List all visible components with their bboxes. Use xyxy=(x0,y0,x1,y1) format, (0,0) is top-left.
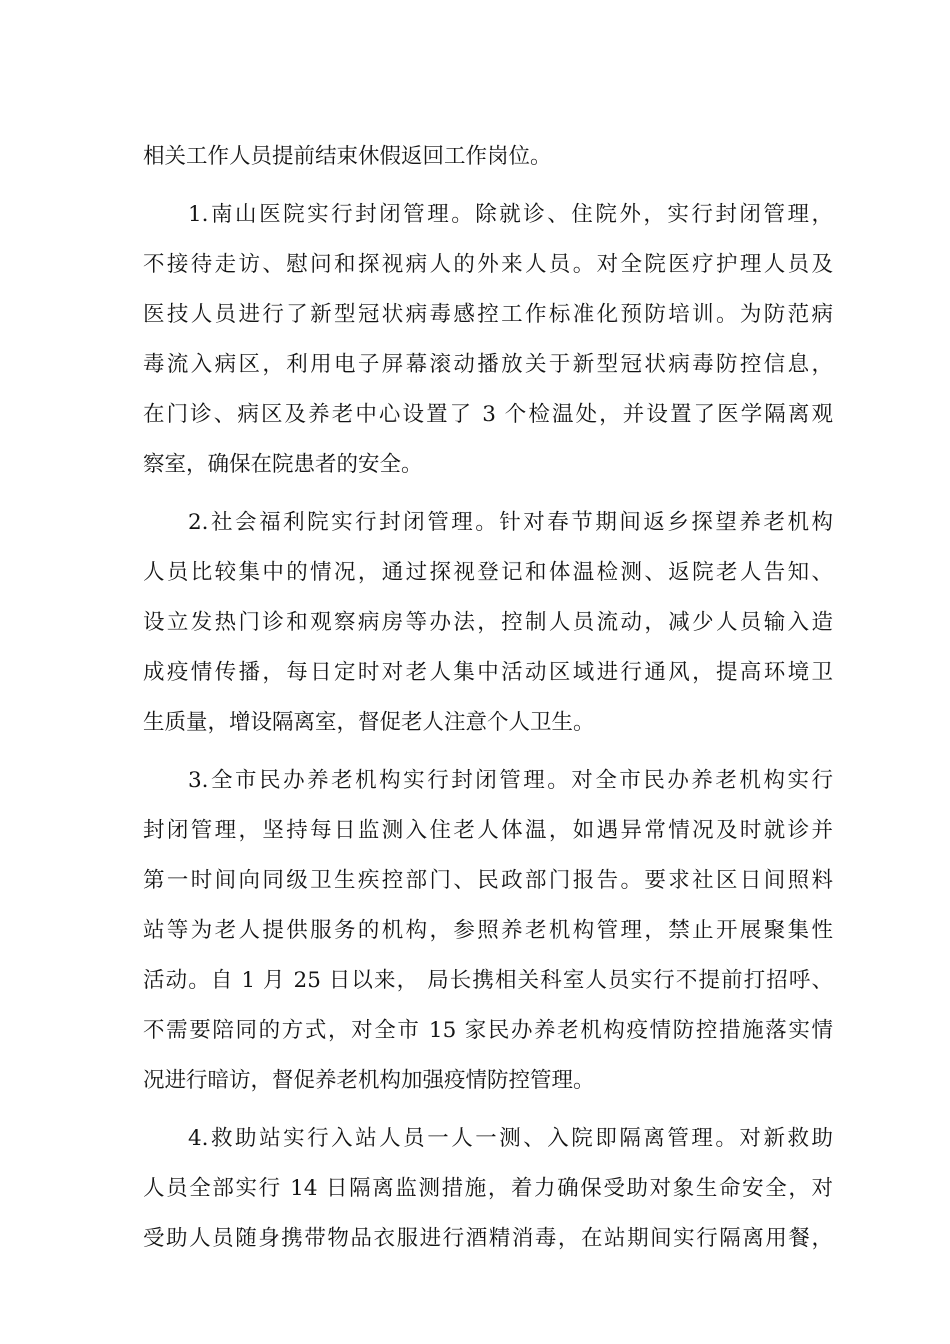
text-line: 受助人员随身携带物品衣服进行酒精消毒，在站期间实行隔离用餐， xyxy=(143,1226,833,1251)
text-line: 人员全部实行 14 日隔离监测措施，着力确保受助对象生命安全，对 xyxy=(143,1176,833,1201)
text-line: 活动。自 1 月 25 日以来， 局长携相关科室人员实行不提前打招呼、 xyxy=(143,968,833,993)
text-line: 封闭管理，坚持每日监测入住老人体温，如遇异常情况及时就诊并 xyxy=(143,818,833,843)
text-line: 毒流入病区，利用电子屏幕滚动播放关于新型冠状病毒防控信息， xyxy=(143,352,833,377)
body-text xyxy=(143,132,833,1264)
text-line: 察室，确保在院患者的安全。 xyxy=(143,452,423,477)
text-line: 设立发热门诊和观察病房等办法，控制人员流动，减少人员输入造 xyxy=(143,610,833,635)
text-line: 生质量，增设隔离室，督促老人注意个人卫生。 xyxy=(143,710,595,735)
text-line: 在门诊、病区及养老中心设置了 3 个检温处，并设置了医学隔离观 xyxy=(143,402,833,427)
text-line: 不需要陪同的方式，对全市 15 家民办养老机构疫情防控措施落实情 xyxy=(143,1018,833,1043)
text-line: 相关工作人员提前结束休假返回工作岗位。 xyxy=(143,144,552,169)
text-line: 2.社会福利院实行封闭管理。针对春节期间返乡探望养老机构 xyxy=(188,510,833,535)
text-line: 不接待走访、慰问和探视病人的外来人员。对全院医疗护理人员及 xyxy=(143,252,833,277)
text-line: 站等为老人提供服务的机构，参照养老机构管理，禁止开展聚集性 xyxy=(143,918,833,943)
text-line: 4.救助站实行入站人员一人一测、入院即隔离管理。对新救助 xyxy=(188,1126,833,1151)
text-line: 医技人员进行了新型冠状病毒感控工作标准化预防培训。为防范病 xyxy=(143,302,833,327)
text-line: 况进行暗访，督促养老机构加强疫情防控管理。 xyxy=(143,1068,595,1093)
text-line: 成疫情传播，每日定时对老人集中活动区域进行通风，提高环境卫 xyxy=(143,660,833,685)
text-line: 人员比较集中的情况，通过探视登记和体温检测、返院老人告知、 xyxy=(143,560,833,585)
text-line: 3.全市民办养老机构实行封闭管理。对全市民办养老机构实行 xyxy=(188,768,833,793)
text-line: 第一时间向同级卫生疾控部门、民政部门报告。要求社区日间照料 xyxy=(143,868,833,893)
text-line: 1.南山医院实行封闭管理。除就诊、住院外，实行封闭管理， xyxy=(188,202,833,227)
